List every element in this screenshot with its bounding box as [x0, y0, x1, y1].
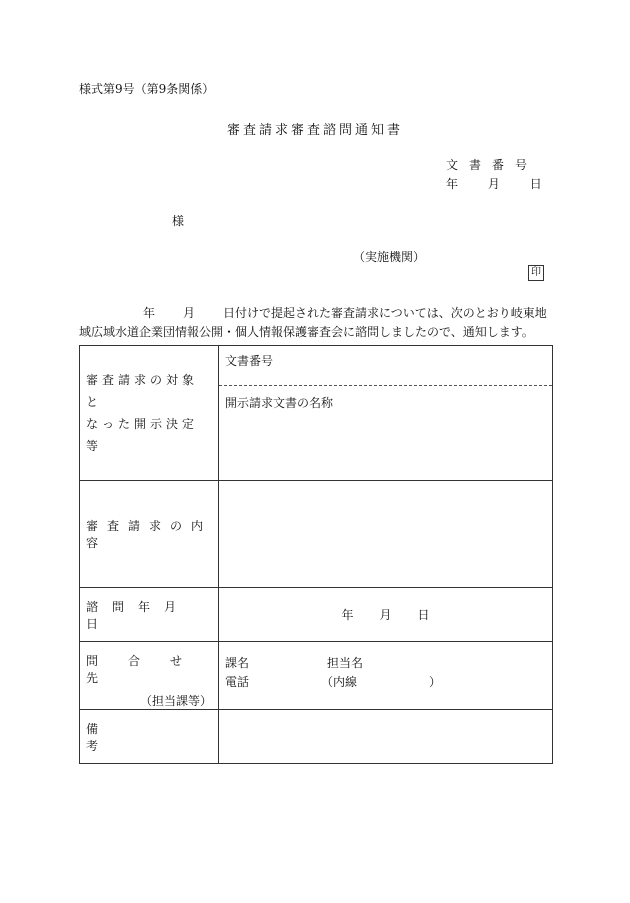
- contact-line-2: [219, 673, 552, 692]
- doc-name-field[interactable]: [219, 386, 552, 411]
- intro-year: 年: [143, 306, 156, 320]
- intro-text: 日付けで提起された審査請求については、次のとおり岐東地域広域水道企業団情報公開・個人情報保護審査会に諮問しましたので、通知します。: [79, 306, 547, 339]
- extension-close: ）: [429, 675, 442, 689]
- remarks-label: 備考: [86, 721, 199, 753]
- content-label-cell: [80, 481, 219, 588]
- date-header: [446, 175, 542, 192]
- table-row: [80, 481, 553, 588]
- doc-number-field-label: 文書番号: [225, 354, 274, 368]
- inquiry-month: 月: [379, 608, 392, 622]
- intro-month: 月: [183, 306, 196, 320]
- form-number: 様式第9号（第9条関係）: [79, 82, 215, 96]
- inquiry-year: 年: [341, 608, 354, 622]
- remarks-value-cell[interactable]: [219, 710, 553, 764]
- inquiry-date-label: 諮問年月日: [86, 599, 191, 631]
- section-name-label: 課名: [225, 656, 250, 670]
- contact-label-cell: [80, 642, 219, 710]
- month-label: 月: [487, 177, 500, 191]
- extension-open: （内線: [321, 675, 358, 689]
- content-value-cell[interactable]: [219, 481, 553, 588]
- remarks-label-cell: [80, 710, 219, 764]
- document-title: 審査請求審査諮問通知書: [226, 123, 403, 138]
- contact-value-cell[interactable]: [219, 642, 553, 710]
- contact-label-line2: （担当課等）: [139, 694, 212, 708]
- year-label: 年: [446, 177, 459, 191]
- doc-number-field[interactable]: [219, 346, 552, 386]
- person-in-charge-label: 担当名: [327, 656, 364, 670]
- content-label: 審査請求の内容: [86, 519, 213, 550]
- day-label: 日: [529, 177, 542, 191]
- table-row: [80, 346, 553, 481]
- doc-number-label: 文書番号: [446, 158, 539, 172]
- table-row: [80, 642, 553, 710]
- doc-name-field-label: 開示請求文書の名称: [225, 396, 334, 410]
- request-table: [79, 345, 553, 764]
- agency-label: （実施機関）: [353, 250, 426, 264]
- intro-paragraph: [79, 304, 555, 342]
- target-label-line1: 審査請求の対象と: [86, 373, 199, 409]
- inquiry-date-value-cell[interactable]: [219, 588, 553, 642]
- phone-label: 電話: [225, 675, 250, 689]
- inquiry-date-label-cell: [80, 588, 219, 642]
- contact-label-line1: 問合せ先: [86, 654, 213, 685]
- inquiry-day: 日: [417, 608, 430, 622]
- table-row: [80, 710, 553, 764]
- addressee-suffix: 様: [172, 214, 185, 228]
- seal-stamp: 印: [528, 265, 544, 281]
- target-label-line2: なった開示決定等: [86, 417, 199, 453]
- target-label-cell: [80, 346, 219, 481]
- contact-line-1: [219, 654, 552, 673]
- table-row: [80, 588, 553, 642]
- target-value-cell: [219, 346, 553, 481]
